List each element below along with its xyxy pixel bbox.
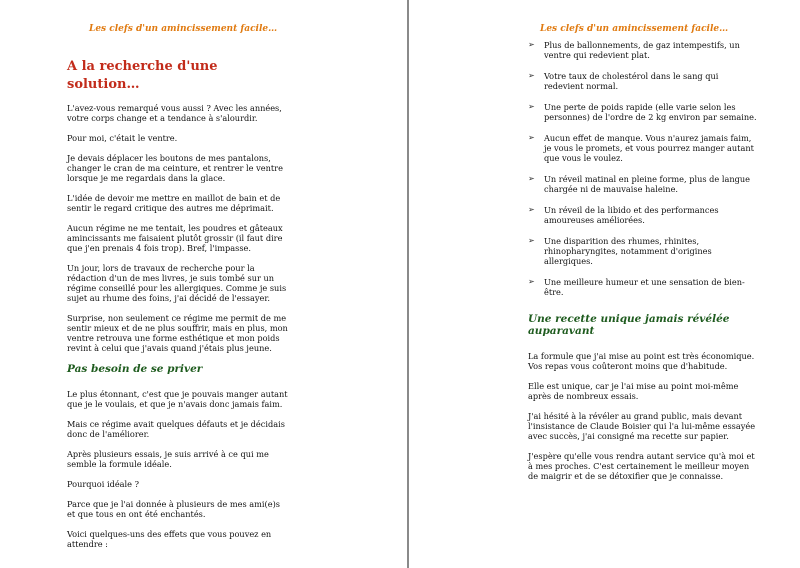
arrow-bullet-icon: ➢ [528, 236, 535, 245]
list-item: ➢ Une perte de poids rapide (elle varie selon les personnes) de l'ordre de 2 kg environ par semaine. [528, 102, 757, 122]
paragraph: J'ai hésité à la révéler au grand public, mais devant l'insistance de Claude Boisier qui l'a lui-même essayée avec succès, j'ai consigné ma recette sur papier. [528, 411, 756, 441]
arrow-bullet-icon: ➢ [528, 71, 535, 80]
list-item: ➢ Une meilleure humeur et une sensation de bien-être. [528, 277, 745, 297]
paragraph: L'idée de devoir me mettre en maillot de bain et de sentir le regard critique des autres me déprimait. [67, 193, 281, 213]
paragraph: Parce que je l'ai donnée à plusieurs de mes ami(e)s et que tous en ont été enchantés. [67, 499, 280, 519]
paragraph: Mais ce régime avait quelques défauts et je décidais donc de l'améliorer. [67, 419, 285, 439]
arrow-bullet-icon: ➢ [528, 205, 535, 214]
list-item: ➢ Une disparition des rhumes, rhinites, rhinopharyngites, notamment d'origines allergiques. [528, 236, 712, 266]
arrow-bullet-icon: ➢ [528, 102, 535, 111]
page-title: A la recherche d'une solution… [67, 59, 218, 92]
list-item: ➢ Un réveil de la libido et des performances amoureuses améliorées. [528, 205, 719, 225]
left-page-content [67, 58, 289, 559]
paragraph: Un jour, lors de travaux de recherche pour la rédaction d'un de mes livres, je suis tombé sur un régime conseillé pour les allergiques. Comme je suis sujet au rhume des foins, j'ai décidé de l'essayer. [67, 263, 287, 303]
paragraph: Après plusieurs essais, je suis arrivé à ce qui me semble la formule idéale. [67, 449, 269, 469]
list-item: ➢ Plus de ballonnements, de gaz intempestifs, un ventre qui redevient plat. [528, 40, 740, 60]
paragraph: Pourquoi idéale ? [67, 479, 139, 489]
paragraph: Le plus étonnant, c'est que je pouvais manger autant que je le voulais, et que je n'avais donc jamais faim. [67, 389, 288, 409]
paragraph: Pour moi, c'était le ventre. [67, 133, 178, 143]
paragraph: La formule que j'ai mise au point est très économique. Vos repas vous coûteront moins que d'habitude. [528, 351, 755, 371]
list-item: ➢ Un réveil matinal en pleine forme, plus de langue chargée ni de mauvaise haleine. [528, 174, 750, 194]
arrow-bullet-icon: ➢ [528, 174, 535, 183]
paragraph: Surprise, non seulement ce régime me permit de me sentir mieux et de ne plus souffrir, mais en plus, mon ventre retrouva une forme esthétique et mon poids revint à celui que j'avais quand j'étais plus jeune. [67, 313, 288, 353]
paragraph: L'avez-vous remarqué vous aussi ? Avec les années, votre corps change et a tendance à s'alourdir. [67, 103, 282, 123]
list-item: ➢ Aucun effet de manque. Vous n'aurez jamais faim, je vous le promets, et vous pourrez manger autant que vous le voulez. [528, 133, 754, 163]
effects-list [528, 40, 760, 297]
arrow-bullet-icon: ➢ [528, 277, 535, 286]
page-divider [407, 0, 409, 568]
paragraph: Elle est unique, car je l'ai mise au point moi-même après de nombreux essais. [528, 381, 739, 401]
paragraph: Voici quelques-uns des effets que vous pouvez en attendre : [67, 529, 272, 549]
arrow-bullet-icon: ➢ [528, 133, 535, 142]
paragraph: Aucun régime ne me tentait, les poudres et gâteaux amincissants me faisaient plutôt grossir (il faut dire que j'en prenais 4 fois trop). Bref, l'impasse. [67, 223, 283, 253]
right-page-content [528, 40, 760, 491]
list-item: ➢ Votre taux de cholestérol dans le sang qui redevient normal. [528, 71, 719, 91]
paragraph: Je devais déplacer les boutons de mes pantalons, changer le cran de ma ceinture, et rentrer le ventre lorsque je me regardais dans la glace. [67, 153, 283, 183]
right-running-header: Les clefs d'un amincissement facile… [540, 24, 729, 34]
paragraph: J'espère qu'elle vous rendra autant service qu'à moi et à mes proches. C'est certainement le meilleur moyen de maigrir et de se détoxifier que je connaisse. [528, 451, 755, 481]
section-title-recette: Une recette unique jamais révélée auparavant [528, 313, 730, 337]
left-running-header: Les clefs d'un amincissement facile… [89, 24, 278, 34]
section-title-pas-besoin: Pas besoin de se priver [67, 363, 203, 375]
arrow-bullet-icon: ➢ [528, 40, 535, 49]
